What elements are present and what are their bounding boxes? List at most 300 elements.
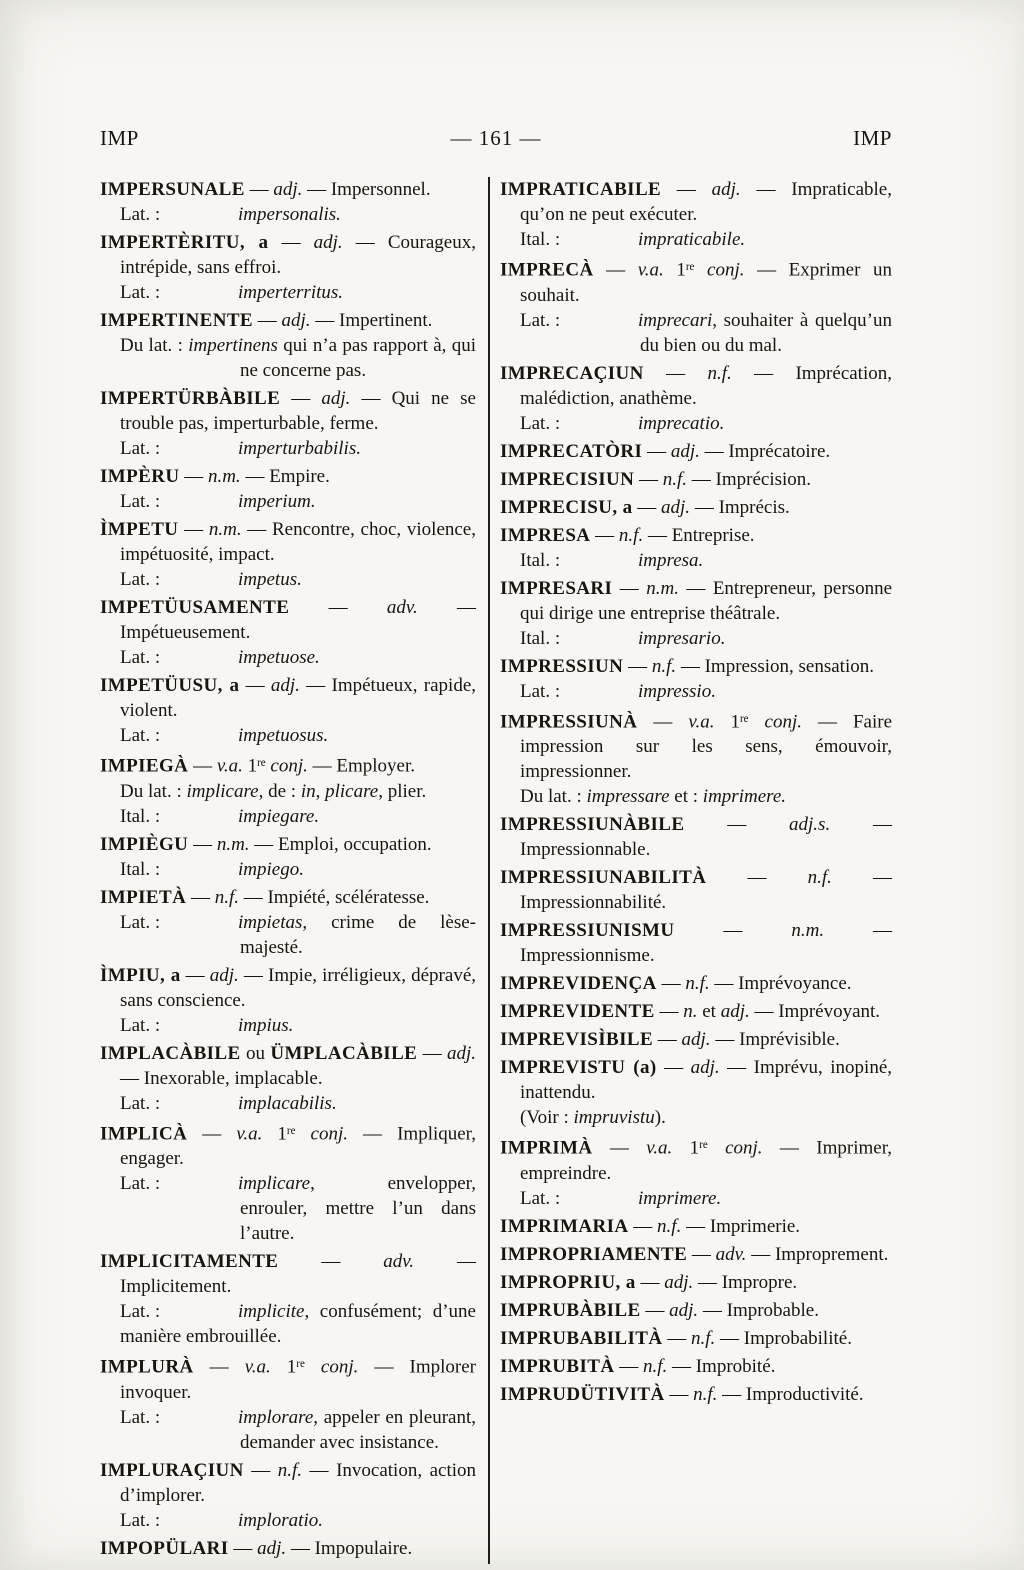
entry-main-line — [100, 1249, 476, 1299]
headword: IMPERTINENTE — [100, 310, 253, 331]
entry-main-line — [500, 1270, 892, 1295]
text-run: — Improbité. — [667, 1356, 776, 1378]
dictionary-entry — [500, 1214, 892, 1239]
text-run: adj. — [257, 1538, 287, 1560]
entry-etymology-line — [100, 436, 476, 461]
dictionary-entry — [100, 751, 476, 829]
dictionary-entry — [500, 1055, 892, 1130]
text-run: — — [653, 1029, 682, 1051]
entry-main-line — [100, 177, 476, 202]
text-run: n.m. — [791, 920, 825, 942]
text-run: — — [188, 833, 217, 855]
text-run: — — [592, 1138, 647, 1160]
entry-main-line — [500, 999, 892, 1024]
dictionary-entry — [500, 812, 892, 862]
dictionary-entry — [100, 832, 476, 882]
entry-note-line — [500, 784, 892, 809]
text-run: conj. — [748, 711, 802, 733]
entry-etymology-line — [100, 1508, 476, 1533]
text-run: implacabilis. — [238, 1092, 337, 1114]
text-run: re — [739, 712, 749, 725]
text-run: Lat. : — [120, 1014, 161, 1036]
headword: ÌMPETU — [100, 519, 179, 540]
text-run: adj. — [321, 388, 351, 409]
dictionary-entry — [500, 439, 892, 464]
text-run: imprimere. — [638, 1188, 722, 1210]
text-run: Ital. : — [120, 858, 161, 880]
entry-main-line — [100, 1458, 476, 1508]
text-run: — — [289, 597, 387, 618]
text-run: — Impie, irréligieux, dépravé, sans conscience. — [120, 964, 476, 1011]
text-run: impruvistu — [573, 1107, 655, 1129]
text-run: — — [635, 1272, 665, 1294]
text-run: adj. — [273, 179, 303, 200]
text-run: — — [253, 310, 282, 331]
text-run: impressio. — [638, 680, 716, 702]
headword: IMPLURÀ — [100, 1357, 194, 1379]
text-run: — — [664, 1384, 694, 1406]
text-run: impiegare. — [238, 805, 320, 827]
text-run: — — [623, 655, 652, 677]
entry-etymology-line — [100, 1013, 476, 1038]
headword: IMPRECATÒRI — [500, 440, 643, 462]
text-run: conj. — [694, 259, 745, 281]
dictionary-entry — [500, 523, 892, 573]
entry-main-line — [500, 1298, 892, 1323]
headword: IMPRUBABILITÀ — [500, 1328, 663, 1350]
text-run: impietas — [238, 911, 303, 933]
text-run: imprecari — [638, 309, 713, 331]
headword: IMPERTÈRITU, a — [100, 232, 269, 253]
text-run: implicare — [238, 1173, 311, 1195]
dictionary-entry — [100, 517, 476, 592]
text-run: v.a. — [236, 1123, 263, 1145]
text-run: Ital. : — [120, 805, 161, 827]
entry-main-line — [500, 1326, 892, 1351]
headword: IMPRESARI — [500, 577, 613, 599]
dictionary-entry — [500, 177, 892, 252]
entry-etymology-line — [100, 779, 476, 804]
text-run: n.f. — [707, 362, 732, 384]
text-run: Lat. : — [120, 204, 161, 225]
page-number: — 161 — — [450, 126, 542, 150]
text-run: Lat. : — [120, 282, 161, 303]
entry-etymology-line — [100, 1091, 476, 1116]
text-run: adv. — [386, 597, 418, 618]
text-run: — Impersonnel. — [302, 179, 431, 200]
headword: IMPRECISU, a — [500, 496, 633, 518]
entry-main-line — [100, 386, 476, 436]
entry-etymology-line — [500, 548, 892, 573]
entry-main-line — [100, 1352, 476, 1405]
dictionary-entry — [500, 1382, 892, 1407]
text-run: et : — [669, 786, 703, 808]
text-run: — — [188, 755, 217, 777]
headword: IMPRESSIUNÀBILE — [500, 814, 685, 836]
text-run: impiego. — [238, 858, 304, 880]
text-run: n.f. — [618, 524, 644, 546]
text-run: n.f. — [662, 468, 688, 490]
text-run: — Impropre. — [693, 1272, 798, 1294]
text-run: — — [643, 362, 708, 384]
dictionary-entry — [500, 865, 892, 915]
text-run: Lat. : — [120, 1510, 161, 1532]
text-run: 1 — [714, 711, 740, 733]
running-head-left: IMP — [100, 126, 139, 150]
entry-main-line — [100, 464, 476, 489]
text-run: — — [632, 496, 662, 518]
text-run: Du lat. : — [520, 786, 587, 808]
text-run: impresa. — [638, 549, 704, 571]
text-run: implicite — [238, 1301, 305, 1323]
entry-etymology-line — [100, 804, 476, 829]
entry-etymology-line — [500, 227, 892, 252]
entry-main-line — [500, 255, 892, 308]
text-run: Lat. : — [120, 1092, 161, 1114]
dictionary-entry — [500, 467, 892, 492]
text-run: — — [243, 1460, 278, 1482]
text-run: Du lat. : — [120, 780, 187, 802]
text-run: impraticabile. — [638, 229, 746, 250]
text-run: implicare — [186, 780, 259, 802]
text-run: conj. — [304, 1357, 359, 1379]
headword: IMPRESSIUNÀ — [500, 711, 638, 733]
headword: IMPIÈGU — [100, 833, 189, 855]
text-run: , envelopper, enrouler, mettre l’un dans l’autre. — [240, 1173, 476, 1245]
dictionary-entry — [100, 673, 476, 748]
text-run: impetus. — [238, 569, 302, 590]
entry-etymology-line — [500, 679, 892, 704]
text-run: n.f. — [691, 1328, 716, 1350]
text-run: — Entrepreneur, personne qui dirige une entreprise théâtrale. — [520, 577, 892, 624]
text-run: — — [687, 1244, 716, 1266]
text-columns — [100, 177, 892, 1564]
text-run: n.m. — [207, 466, 241, 487]
text-run: — — [244, 179, 274, 200]
dictionary-entry — [100, 177, 476, 227]
text-run: adj. — [669, 1300, 699, 1322]
entry-main-line — [500, 1354, 892, 1379]
text-run: — Exprimer un souhait. — [520, 259, 892, 306]
entry-main-line — [500, 495, 892, 520]
text-run: , crime de lèse-majesté. — [240, 911, 476, 958]
text-run: adj. — [720, 1001, 750, 1023]
text-run: n.f. — [807, 867, 832, 889]
entry-main-line — [100, 595, 476, 645]
text-run: qui n’a pas rapport à, qui ne concerne pas. — [240, 335, 476, 381]
text-run: imperium. — [238, 491, 316, 512]
text-run: re — [296, 1358, 305, 1371]
text-run: — Improbable. — [698, 1300, 819, 1322]
text-run: — — [634, 468, 663, 490]
headword: IMPIEGÀ — [100, 755, 189, 777]
text-run: impersonalis. — [238, 204, 341, 225]
text-run: — — [654, 1001, 684, 1023]
text-run: — Impressionnable. — [520, 814, 893, 861]
dictionary-entry — [500, 255, 892, 358]
text-run: — — [656, 973, 686, 995]
entry-main-line — [500, 1055, 892, 1105]
entry-main-line — [100, 751, 476, 779]
text-run: — Entreprise. — [643, 524, 755, 546]
text-run: — Inexorable, implacable. — [120, 1067, 323, 1089]
entry-main-line — [500, 467, 892, 492]
text-run: — Impliquer, engager. — [120, 1123, 477, 1170]
text-run: — — [193, 1357, 245, 1379]
text-run: imperterritus. — [238, 282, 344, 303]
text-run: — — [186, 886, 215, 908]
entry-main-line — [100, 673, 476, 723]
text-run: — — [612, 577, 647, 599]
headword: IMPRATICABILE — [500, 179, 662, 200]
entry-etymology-line — [100, 202, 476, 227]
text-run: — — [417, 1042, 447, 1064]
text-run: Lat. : — [120, 647, 161, 668]
text-run: adj. — [661, 496, 691, 518]
headword: IMPOPÜLARI — [100, 1538, 229, 1560]
text-run: re — [685, 261, 695, 273]
entry-etymology-line — [500, 626, 892, 651]
entry-main-line — [100, 517, 476, 567]
text-run: n.f. — [657, 1216, 682, 1238]
text-run: Lat. : — [520, 680, 561, 702]
entry-main-line — [100, 308, 476, 333]
headword: IMPRESA — [500, 524, 591, 546]
dictionary-entry — [100, 308, 476, 383]
entry-main-line — [500, 654, 892, 679]
text-run: adj. — [681, 1029, 711, 1051]
headword: IMPRECÀ — [500, 259, 594, 281]
text-run: n.f. — [277, 1460, 303, 1482]
entry-note-line — [500, 1105, 892, 1130]
text-run: Lat. : — [120, 569, 161, 590]
dictionary-entry — [500, 1298, 892, 1323]
text-run: — Imprécatoire. — [699, 440, 831, 462]
headword: IMPREVISTU (a) — [500, 1057, 657, 1079]
text-run: adj. — [446, 1042, 477, 1064]
dictionary-entry — [500, 1133, 892, 1211]
text-run: adj. — [670, 440, 700, 462]
text-run: adj. — [711, 179, 741, 200]
entry-etymology-line — [500, 411, 892, 436]
text-run: — Impiété, scélératesse. — [238, 886, 430, 908]
headword: IMPRIMÀ — [500, 1138, 593, 1160]
headword: IMPREVIDENÇA — [500, 973, 657, 995]
text-run: — — [179, 466, 208, 487]
headword: IMPRUBÀBILE — [500, 1300, 641, 1322]
text-run: — Employer. — [307, 755, 416, 777]
headword: IMPIETÀ — [100, 886, 187, 908]
text-run: v.a. — [646, 1138, 673, 1160]
entry-note-line — [100, 1299, 476, 1349]
entry-etymology-line — [100, 333, 476, 383]
text-run: implorare — [238, 1407, 314, 1429]
dictionary-entry — [500, 1326, 892, 1351]
text-run: Lat. : — [120, 438, 161, 459]
headword: IMPÈRU — [100, 466, 180, 487]
entry-main-line — [500, 707, 892, 785]
text-run: v.a. — [244, 1357, 271, 1379]
headword: IMPRUDÜTIVITÀ — [500, 1384, 665, 1406]
text-run: re — [699, 1139, 708, 1152]
headword: IMPLICITAMENTE — [100, 1251, 279, 1273]
entry-main-line — [500, 1027, 892, 1052]
text-run: — Impraticable, qu’on ne peut exécuter. — [520, 179, 892, 225]
text-run: — — [674, 920, 792, 942]
headword: IMPLACÀBILE — [100, 1042, 241, 1064]
entry-etymology-line — [100, 1405, 476, 1455]
text-run: Lat. : — [520, 412, 561, 434]
text-run: — Qui ne se trouble pas, imperturbable, ferme. — [120, 388, 476, 434]
text-run: — — [614, 1356, 643, 1378]
entry-etymology-line — [100, 1171, 476, 1246]
text-run: , plier. — [378, 780, 427, 802]
headword: IMPERTÜRBÀBILE — [100, 388, 281, 409]
dictionary-entry — [100, 963, 476, 1038]
text-run: ). — [654, 1107, 666, 1129]
headword: IMPREVIDENTE — [500, 1001, 655, 1023]
entry-etymology-line — [100, 645, 476, 670]
text-run: v.a. — [688, 711, 715, 733]
text-run: n.m. — [646, 577, 679, 599]
dictionary-entry — [500, 999, 892, 1024]
entry-main-line — [500, 918, 892, 968]
text-run: re — [286, 1124, 296, 1137]
entry-etymology-line — [100, 910, 476, 960]
text-run: n.m. — [208, 519, 242, 540]
text-run: — — [187, 1123, 237, 1145]
text-run: , de : — [258, 780, 301, 802]
text-run: imprimere. — [702, 786, 786, 808]
text-run: — Impressionnisme. — [520, 920, 893, 967]
text-run: — — [661, 179, 712, 200]
dictionary-entry — [500, 495, 892, 520]
text-run: adj. — [664, 1272, 694, 1294]
text-run: — Courageux, intrépide, sans effroi. — [120, 232, 476, 278]
text-run: — — [640, 1300, 670, 1322]
column-right — [490, 177, 892, 1564]
text-run: imploratio. — [238, 1510, 323, 1532]
text-run: — Invocation, action d’implorer. — [120, 1460, 476, 1507]
dictionary-entry — [100, 1041, 476, 1116]
entry-etymology-line — [100, 489, 476, 514]
text-run: — Impression, sensation. — [676, 655, 874, 677]
text-run: (Voir : — [520, 1107, 574, 1129]
entry-main-line — [500, 1242, 892, 1267]
text-run: — — [684, 814, 790, 836]
text-run: — — [656, 1057, 691, 1079]
text-run: 1 — [270, 1357, 297, 1379]
text-run: adj. — [313, 232, 343, 253]
text-run: 1 — [663, 259, 686, 281]
entry-main-line — [500, 812, 892, 862]
text-run: plicare — [325, 780, 379, 802]
text-run: — — [280, 388, 322, 409]
text-run: — Impressionnabilité. — [520, 867, 893, 914]
text-run: adj. — [281, 310, 311, 331]
text-run: in — [300, 780, 316, 802]
entry-etymology-line — [100, 567, 476, 592]
entry-main-line — [500, 523, 892, 548]
dictionary-entry — [500, 654, 892, 704]
entry-main-line — [500, 177, 892, 227]
text-run: — Impétueusement. — [120, 597, 477, 643]
text-run: Lat. : — [120, 725, 161, 746]
text-run: — — [642, 440, 671, 462]
headword: IMPETÜUSU, a — [100, 675, 240, 696]
entry-main-line — [500, 1214, 892, 1239]
text-run: imprecatio. — [638, 412, 725, 434]
entry-main-line — [500, 1133, 892, 1186]
text-run: — — [706, 867, 808, 889]
text-run: — Empire. — [240, 466, 330, 487]
dictionary-entry — [100, 230, 476, 305]
text-run: Lat. : — [120, 1173, 161, 1195]
text-run: — Implorer invoquer. — [120, 1357, 476, 1404]
dictionary-entry — [100, 1249, 476, 1349]
headword: IMPRECISIUN — [500, 468, 635, 490]
running-head — [100, 126, 892, 151]
text-run: — — [662, 1328, 691, 1350]
entry-main-line — [100, 885, 476, 910]
text-run: Lat. : — [120, 1301, 161, 1323]
text-run: — Imprécation, malédiction, anathème. — [520, 362, 892, 409]
headword: IMPRECAÇIUN — [500, 362, 644, 384]
text-run: — Improprement. — [746, 1244, 889, 1266]
text-run: adj. — [690, 1057, 720, 1079]
text-run: impetuosus. — [238, 725, 329, 746]
text-run: Ital. : — [520, 627, 561, 649]
text-run: — — [590, 524, 619, 546]
text-run: — — [180, 964, 210, 986]
text-run: ou — [240, 1042, 271, 1064]
text-run: n.f. — [642, 1356, 668, 1378]
dictionary-entry — [100, 464, 476, 514]
entry-main-line — [500, 576, 892, 626]
text-run: — Improbabilité. — [715, 1328, 852, 1350]
text-run: adj. — [270, 675, 300, 696]
text-run: — Imprimerie. — [681, 1216, 801, 1238]
text-run: — Emploi, occupation. — [249, 833, 432, 855]
dictionary-entry — [500, 576, 892, 651]
entry-main-line — [100, 230, 476, 280]
text-run: — Imprévisible. — [710, 1029, 840, 1051]
column-left — [100, 177, 490, 1564]
text-run: — Imprécis. — [690, 496, 790, 518]
text-run: — — [637, 711, 689, 733]
text-run: , souhaiter à quelqu’un du bien ou du mal. — [640, 309, 892, 356]
headword: IMPREVISÌBILE — [500, 1029, 654, 1051]
headword: IMPERSUNALE — [100, 179, 245, 200]
text-run: , — [315, 780, 326, 802]
text-run: , appeler en pleurant, demander avec insistance. — [240, 1407, 476, 1454]
page-content — [100, 126, 892, 1564]
dictionary-entry — [500, 1027, 892, 1052]
text-run: imperturbabilis. — [238, 438, 361, 459]
text-run: 1 — [262, 1123, 287, 1145]
headword: IMPLICÀ — [100, 1123, 188, 1145]
headword: IMPETÜUSAMENTE — [100, 597, 290, 618]
running-head-right: IMP — [853, 126, 892, 150]
text-run: impius. — [238, 1014, 294, 1036]
dictionary-entry — [100, 386, 476, 461]
text-run: — Impopulaire. — [286, 1538, 413, 1560]
entry-main-line — [100, 1119, 476, 1172]
text-run: impressare — [586, 786, 670, 808]
entry-main-line — [500, 865, 892, 915]
entry-main-line — [100, 963, 476, 1013]
headword: IMPRESSIUN — [500, 655, 624, 677]
